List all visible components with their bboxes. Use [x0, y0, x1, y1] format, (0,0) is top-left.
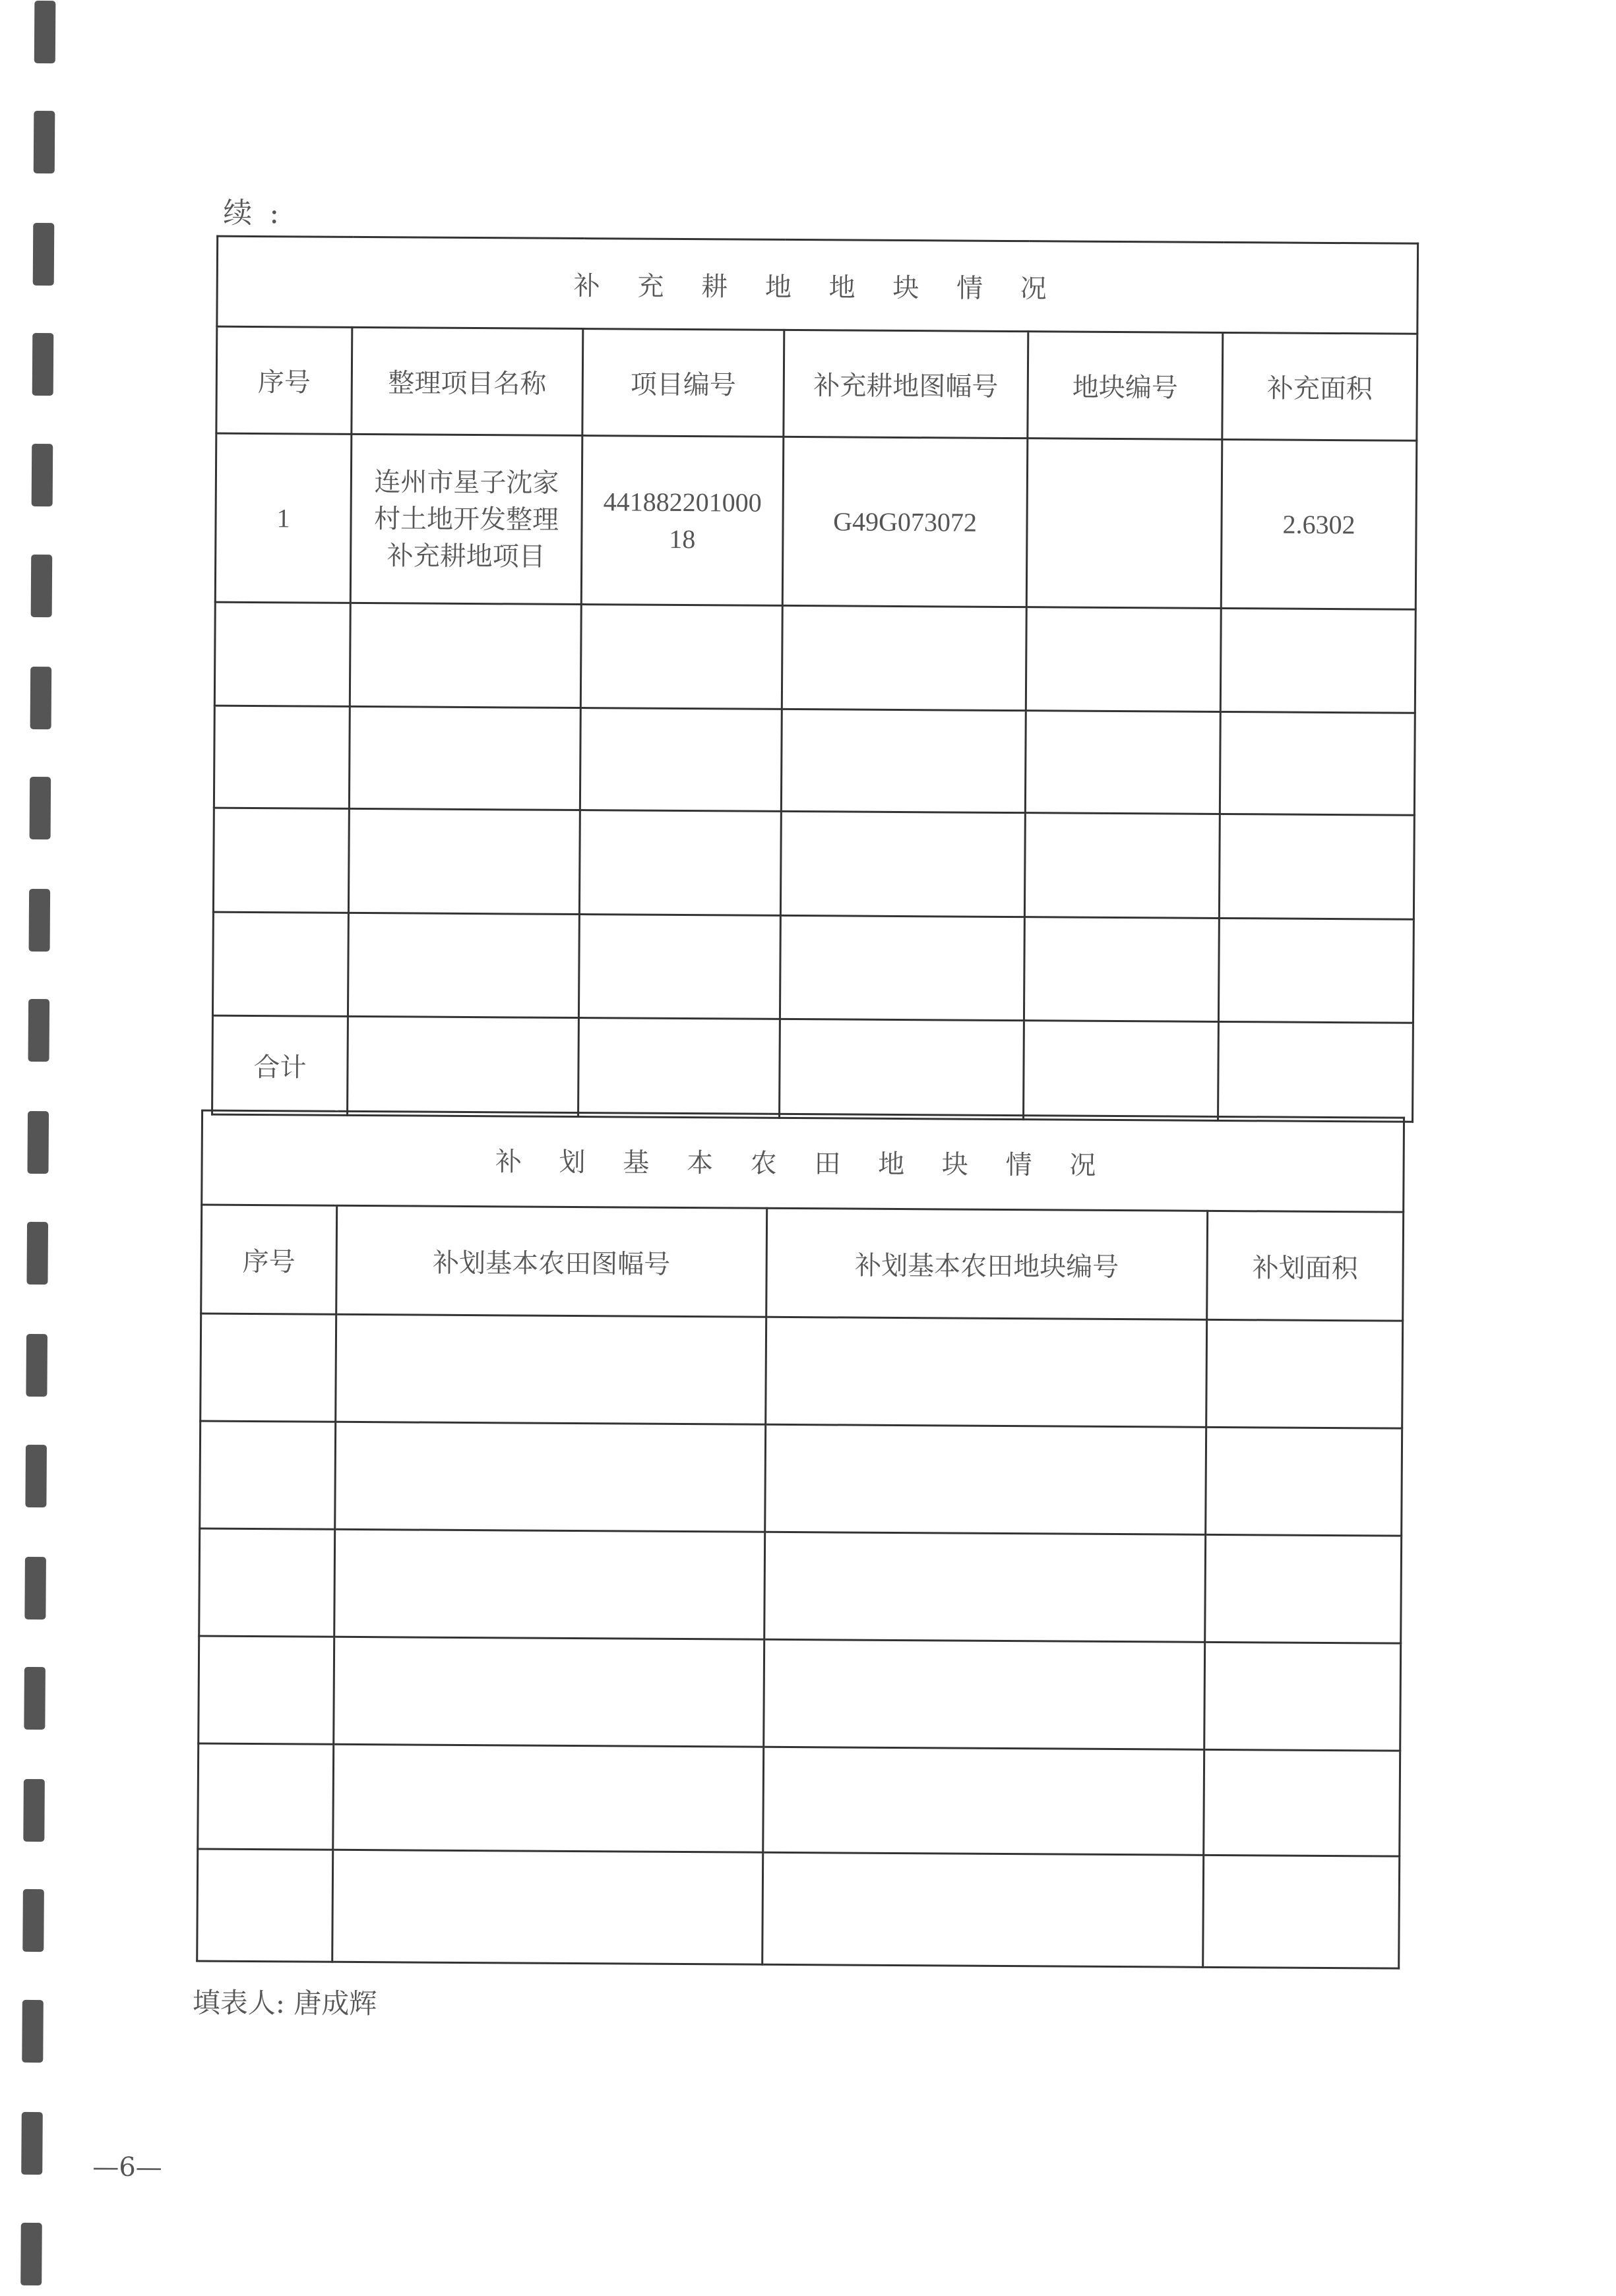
- row1-project-code: [581, 436, 784, 606]
- row1-project-name-line: 连州市星子沈家: [374, 466, 559, 498]
- row1-area: 2.6302: [1221, 439, 1417, 609]
- table-row: [199, 1528, 1402, 1643]
- table1-title: 补 充 耕 地 地 块 情 况: [217, 236, 1418, 334]
- row1-project-code-line: 18: [669, 524, 696, 554]
- header-area: 补充面积: [1222, 332, 1417, 440]
- table2-title: 补 划 基 本 农 田 地 块 情 况: [202, 1110, 1404, 1212]
- header-map-sheet: 补划基本农田图幅号: [336, 1205, 767, 1317]
- table-row: [213, 808, 1414, 919]
- table-row: [198, 1743, 1400, 1856]
- binding-hole-mark: [31, 555, 53, 617]
- binding-hole-mark: [28, 999, 50, 1062]
- page-number: —6—: [92, 2152, 162, 2183]
- binding-hole-mark: [34, 111, 55, 173]
- header-area: 补划面积: [1207, 1211, 1404, 1321]
- row1-project-name: [350, 434, 582, 604]
- filler-label: 填表人: 唐成辉: [192, 1986, 377, 2020]
- total-label: 合计: [212, 1015, 348, 1115]
- row1-project-name-line: 补充耕地项目: [387, 540, 545, 572]
- row1-plot-number: [1026, 438, 1222, 609]
- table-row: [200, 1421, 1402, 1536]
- binding-hole-mark: [30, 777, 51, 839]
- binding-hole-mark: [32, 444, 53, 506]
- header-project-name: 整理项目名称: [352, 327, 583, 435]
- table-row: [214, 706, 1415, 815]
- header-plot-number: 补划基本农田地块编号: [766, 1208, 1208, 1319]
- row1-project-code-line: 441882201000: [603, 486, 762, 518]
- continue-label: 续 :: [223, 196, 284, 231]
- binding-hole-mark: [22, 1889, 44, 1952]
- binding-hole-mark: [29, 889, 51, 952]
- binding-hole-mark: [24, 1557, 46, 1619]
- binding-hole-mark: [26, 1334, 47, 1397]
- table-row: [201, 1314, 1403, 1428]
- binding-hole-mark: [27, 1111, 49, 1174]
- binding-hole-mark: [25, 1445, 47, 1507]
- header-seq: 序号: [216, 326, 352, 434]
- binding-hole-mark: [32, 333, 54, 396]
- binding-hole-mark: [26, 1222, 48, 1284]
- header-project-code: 项目编号: [582, 329, 784, 437]
- binding-hole-mark: [20, 2223, 42, 2285]
- table-row: [199, 1636, 1401, 1751]
- supplementary-basic-farmland-table: [196, 1110, 1405, 1970]
- binding-hole-mark: [34, 1, 56, 63]
- row1-seq: 1: [215, 433, 352, 603]
- binding-hole-mark: [33, 223, 55, 286]
- row1-map-sheet: G49G073072: [782, 437, 1028, 607]
- supplementary-farmland-table: [211, 235, 1419, 1123]
- table-row: [214, 602, 1415, 713]
- header-map-sheet: 补充耕地图幅号: [784, 330, 1028, 438]
- binding-hole-mark: [23, 1779, 45, 1842]
- table-row-total: [212, 1015, 1414, 1122]
- table-row: [215, 433, 1417, 609]
- binding-hole-mark: [30, 667, 52, 729]
- row1-project-name-line: 村土地开发整理: [373, 503, 559, 535]
- binding-hole-mark: [21, 2112, 43, 2175]
- table-row: [197, 1849, 1400, 1968]
- table-row: [212, 912, 1414, 1023]
- binding-hole-mark: [22, 2000, 44, 2063]
- binding-hole-mark: [24, 1667, 46, 1730]
- header-seq: 序号: [201, 1205, 337, 1314]
- header-plot-number: 地块编号: [1028, 332, 1223, 440]
